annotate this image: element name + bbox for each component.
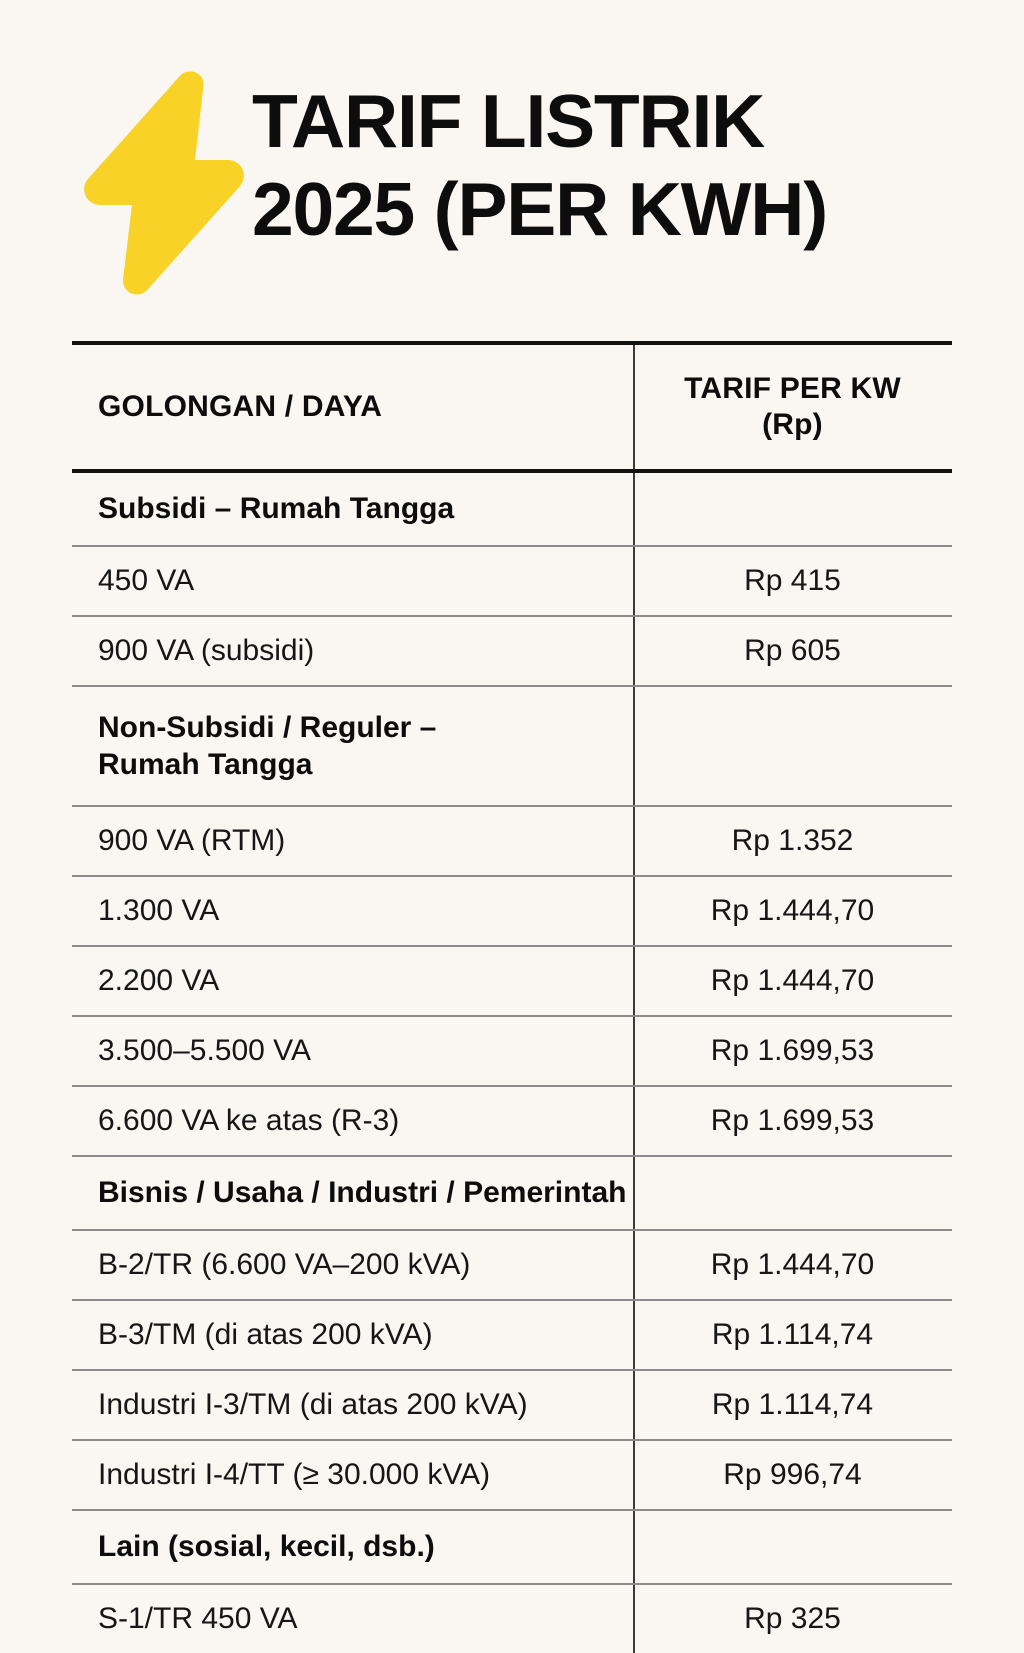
table-cell-label (72, 1371, 633, 1439)
page-title (252, 78, 1012, 254)
column-divider (633, 1585, 635, 1653)
section-label (98, 709, 442, 784)
row-label: 1.300 VA (98, 894, 220, 927)
price-value: Rp 1.114,74 (711, 1318, 874, 1351)
table-cell-label (72, 617, 633, 685)
column-divider (633, 687, 635, 805)
header-cell-golongan (72, 345, 633, 469)
table-row (72, 947, 952, 1015)
table-cell-label (72, 877, 633, 945)
table-row (72, 1301, 952, 1369)
table-row (72, 1017, 952, 1085)
row-label: 6.600 VA ke atas (R-3) (98, 1104, 400, 1137)
table-cell-label (72, 1441, 633, 1509)
table-cell-price (633, 617, 952, 685)
table-row (72, 617, 952, 685)
column-divider (633, 1157, 635, 1229)
column-divider (633, 1371, 635, 1439)
lightning-bolt-icon (88, 74, 240, 296)
row-label: Industri I-3/TM (di atas 200 kVA) (98, 1388, 528, 1421)
price-value: Rp 325 (744, 1602, 841, 1635)
table-cell-label (72, 547, 633, 615)
table-section-row (72, 1511, 952, 1583)
table-cell-price (633, 1157, 952, 1229)
table-cell-label (72, 1017, 633, 1085)
table-cell-label (72, 947, 633, 1015)
row-label: B-2/TR (6.600 VA–200 kVA) (98, 1248, 471, 1281)
row-label: S-1/TR 450 VA (98, 1602, 298, 1635)
table-row (72, 547, 952, 615)
table-cell-label (72, 1511, 633, 1583)
table-header-row (72, 345, 952, 469)
row-label: 900 VA (RTM) (98, 824, 286, 857)
price-value: Rp 1.699,53 (710, 1104, 875, 1137)
table-cell-label (72, 473, 633, 545)
price-value: Rp 1.352 (731, 824, 854, 857)
table-cell-label (72, 1231, 633, 1299)
column-divider (633, 345, 635, 469)
price-value: Rp 1.444,70 (710, 1248, 875, 1281)
column-divider (633, 947, 635, 1015)
table-cell-price (633, 1301, 952, 1369)
table-section-row (72, 1157, 952, 1229)
table-cell-label (72, 807, 633, 875)
price-value: Rp 605 (744, 634, 841, 667)
table-cell-price (633, 1231, 952, 1299)
table-cell-price (633, 807, 952, 875)
page-header (0, 0, 1024, 330)
row-label: 2.200 VA (98, 964, 220, 997)
table-cell-price (633, 687, 952, 805)
column-divider (633, 1231, 635, 1299)
header-cell-tarif (633, 345, 952, 469)
table-row (72, 1231, 952, 1299)
table-row (72, 807, 952, 875)
table-cell-price (633, 1017, 952, 1085)
table-row (72, 1371, 952, 1439)
table-cell-label (72, 1301, 633, 1369)
table-cell-label (72, 1585, 633, 1653)
column-divider (633, 617, 635, 685)
table-cell-price (633, 1511, 952, 1583)
table-cell-label (72, 1087, 633, 1155)
section-label: Subsidi – Rumah Tangga (98, 490, 460, 528)
table-cell-label (72, 1157, 633, 1229)
column-divider (633, 473, 635, 545)
column-divider (633, 1441, 635, 1509)
column-divider (633, 547, 635, 615)
table-cell-price (633, 1441, 952, 1509)
table-cell-price (633, 877, 952, 945)
price-value: Rp 1.699,53 (710, 1034, 875, 1067)
column-divider (633, 807, 635, 875)
table-row (72, 1441, 952, 1509)
header-label-tarif-line-2: (Rp) (762, 408, 823, 441)
price-value: Rp 415 (744, 564, 841, 597)
page-title-line-1: TARIF LISTRIK (252, 79, 765, 163)
table-cell-price (633, 1087, 952, 1155)
column-divider (633, 1017, 635, 1085)
tariff-table (72, 341, 952, 1653)
table-cell-price (633, 547, 952, 615)
table-cell-price (633, 473, 952, 545)
column-divider (633, 1087, 635, 1155)
page-title-line-2: 2025 (PER KWH) (252, 166, 827, 251)
row-label: 900 VA (subsidi) (98, 634, 315, 667)
table-row (72, 1087, 952, 1155)
column-divider (633, 1301, 635, 1369)
row-label: 3.500–5.500 VA (98, 1034, 311, 1067)
row-label: B-3/TM (di atas 200 kVA) (98, 1318, 433, 1351)
price-value: Rp 1.114,74 (711, 1388, 874, 1421)
row-label: 450 VA (98, 564, 195, 597)
section-label: Bisnis / Usaha / Industri / Pemerintah (98, 1174, 632, 1212)
table-row (72, 1585, 952, 1653)
table-cell-price (633, 1585, 952, 1653)
table-section-row (72, 687, 952, 805)
table-row (72, 877, 952, 945)
column-divider (633, 877, 635, 945)
price-value: Rp 1.444,70 (710, 894, 875, 927)
table-section-row (72, 473, 952, 545)
header-label-tarif-line-1: TARIF PER KW (684, 372, 901, 405)
table-cell-price (633, 947, 952, 1015)
column-divider (633, 1511, 635, 1583)
table-cell-label (72, 687, 633, 805)
header-label-golongan: GOLONGAN / DAYA (98, 390, 383, 423)
header-label-tarif (684, 371, 901, 443)
price-value: Rp 996,74 (723, 1458, 862, 1491)
table-cell-price (633, 1371, 952, 1439)
price-value: Rp 1.444,70 (710, 964, 875, 997)
section-label: Lain (sosial, kecil, dsb.) (98, 1528, 441, 1566)
section-label-line-1: Non-Subsidi / Reguler – (98, 710, 437, 744)
row-label: Industri I-4/TT (≥ 30.000 kVA) (98, 1458, 491, 1491)
section-label-line-2: Rumah Tangga (98, 748, 313, 781)
